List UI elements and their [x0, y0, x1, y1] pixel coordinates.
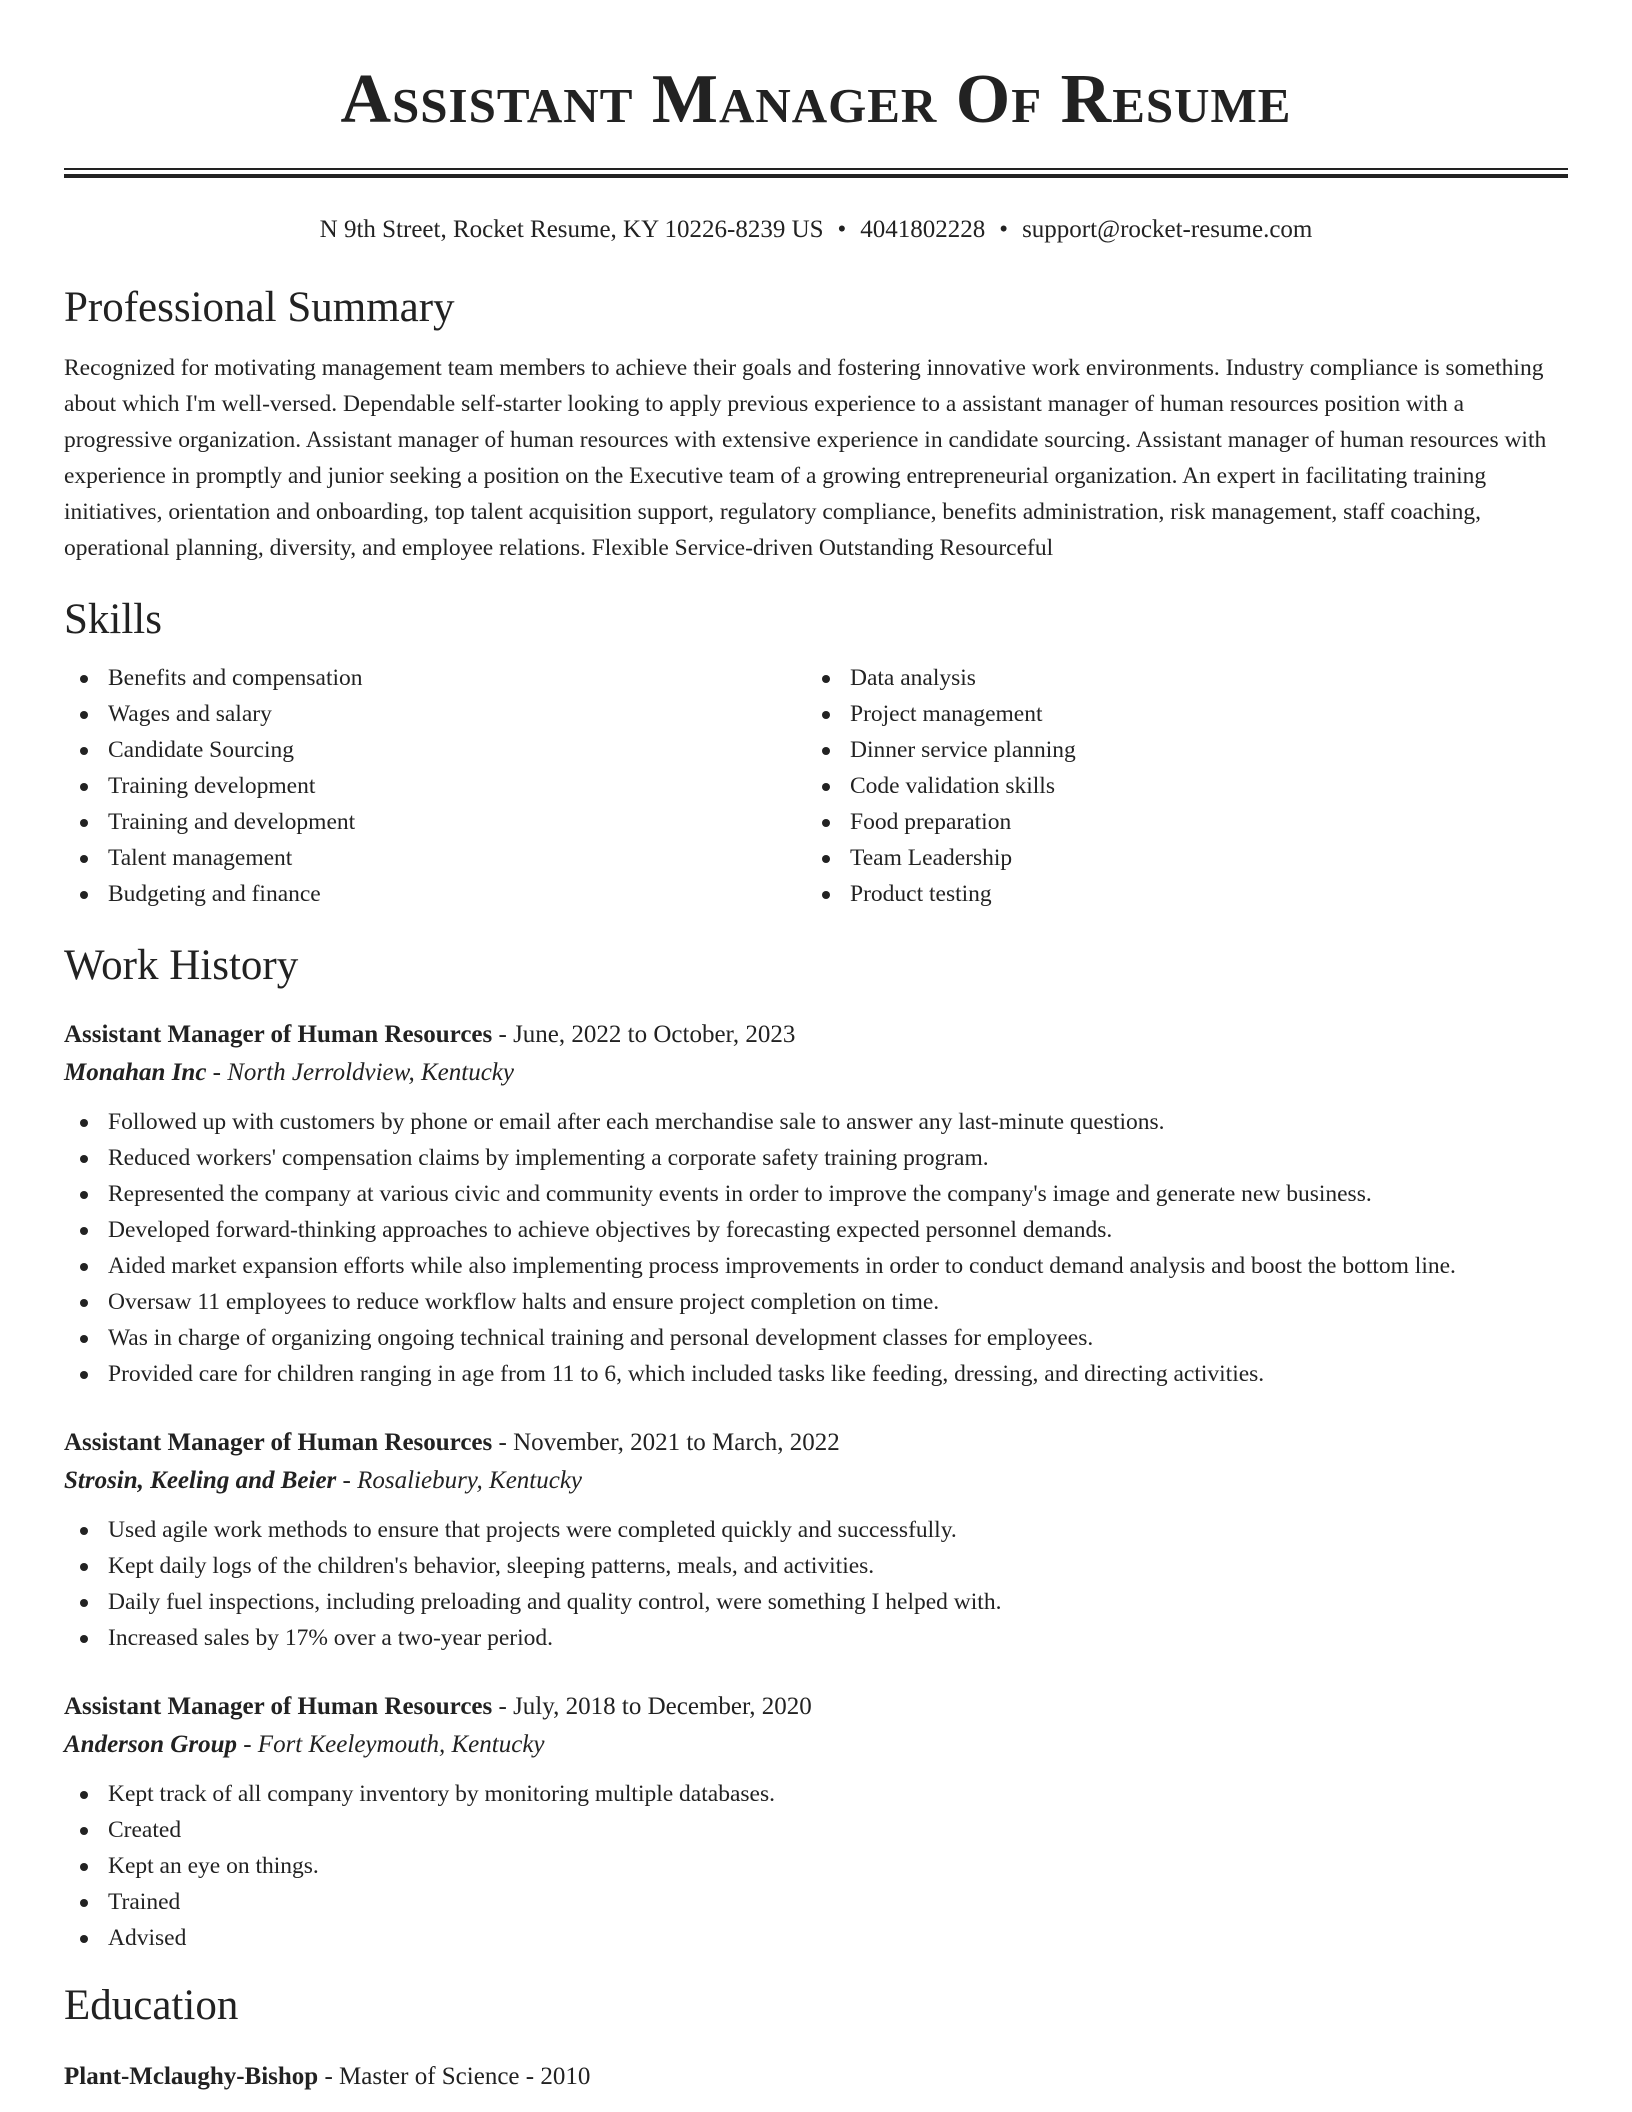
list-item-text: Training development	[108, 773, 316, 799]
work-history-list	[64, 1016, 1568, 1956]
title-divider	[64, 168, 1568, 178]
bullet-icon	[80, 1227, 88, 1235]
job-entry	[64, 1688, 1568, 1956]
list-item	[64, 1356, 1568, 1392]
list-item	[64, 876, 806, 912]
bullet-icon	[80, 891, 88, 899]
list-item-text: Aided market expansion efforts while also implementing process improvements in order to conduct demand analysis and boost the bottom line.	[108, 1253, 1456, 1279]
job-bullets	[64, 1512, 1568, 1656]
job-role: Assistant Manager of Human Resources	[64, 1693, 493, 1720]
education-school: Plant-Mclaughy-Bishop	[64, 2063, 319, 2090]
list-item	[64, 1212, 1568, 1248]
list-item	[64, 1284, 1568, 1320]
job-company-line	[64, 1054, 1568, 1092]
bullet-icon	[80, 819, 88, 827]
bullet-icon	[822, 711, 830, 719]
bullet-icon	[80, 1191, 88, 1199]
list-item-text: Was in charge of organizing ongoing technical training and personal development classes for employees.	[108, 1325, 1094, 1351]
list-item	[64, 1548, 1568, 1584]
list-item-text: Trained	[108, 1889, 181, 1915]
job-dates: - June, 2022 to October, 2023	[492, 1021, 796, 1048]
job-role: Assistant Manager of Human Resources	[64, 1429, 493, 1456]
list-item	[64, 696, 806, 732]
bullet-icon	[822, 891, 830, 899]
list-item-text: Represented the company at various civic and community events in order to improve the company's image and generate new business.	[108, 1181, 1372, 1207]
job-role: Assistant Manager of Human Resources	[64, 1021, 493, 1048]
list-item-text: Wages and salary	[108, 701, 272, 727]
list-item-text: Candidate Sourcing	[108, 737, 295, 763]
job-entry	[64, 1016, 1568, 1392]
job-company: Anderson Group	[64, 1731, 237, 1758]
list-item	[64, 1320, 1568, 1356]
list-item	[806, 696, 1548, 732]
list-item-text: Dinner service planning	[850, 737, 1076, 763]
bullet-icon	[80, 1263, 88, 1271]
list-item	[64, 1584, 1568, 1620]
contact-email: support@rocket-resume.com	[1022, 216, 1313, 243]
bullet-icon	[80, 1299, 88, 1307]
list-item	[64, 1176, 1568, 1212]
list-item-text: Provided care for children ranging in age from 11 to 6, which included tasks like feeding, dressing, and directing activities.	[108, 1361, 1265, 1387]
list-item-text: Kept daily logs of the children's behavior, sleeping patterns, meals, and activities.	[108, 1553, 875, 1579]
skills-right-list	[806, 660, 1548, 912]
job-title-line	[64, 1688, 1568, 1726]
bullet-icon	[80, 1635, 88, 1643]
skills-column-right	[806, 660, 1548, 912]
list-item-text: Kept an eye on things.	[108, 1853, 319, 1879]
list-item	[64, 1140, 1568, 1176]
skills-column-left	[64, 660, 806, 912]
job-entry	[64, 1424, 1568, 1656]
resume-title: Assistant Manager Of Resume	[340, 61, 1292, 138]
job-company: Monahan Inc	[64, 1059, 207, 1086]
list-item	[64, 1812, 1568, 1848]
bullet-icon	[80, 1791, 88, 1799]
bullet-icon	[822, 675, 830, 683]
list-item	[64, 804, 806, 840]
bullet-icon	[80, 747, 88, 755]
list-item-text: Increased sales by 17% over a two-year period.	[108, 1625, 554, 1651]
bullet-icon	[80, 1371, 88, 1379]
bullet-icon	[822, 855, 830, 863]
bullet-icon	[80, 1827, 88, 1835]
skills-left-list	[64, 660, 806, 912]
list-item	[64, 1848, 1568, 1884]
bullet-icon	[80, 675, 88, 683]
list-item	[64, 768, 806, 804]
list-item-text: Data analysis	[850, 665, 976, 691]
list-item	[64, 1884, 1568, 1920]
list-item-text: Used agile work methods to ensure that projects were completed quickly and successfully.	[108, 1517, 957, 1543]
summary-heading: Professional Summary	[64, 284, 455, 331]
bullet-icon	[80, 1563, 88, 1571]
contact-line	[64, 214, 1568, 246]
education-entry	[64, 2058, 1568, 2096]
bullet-icon	[80, 1599, 88, 1607]
list-item-text: Benefits and compensation	[108, 665, 363, 691]
education-heading: Education	[64, 1982, 239, 2029]
list-item-text: Talent management	[108, 845, 293, 871]
list-item-text: Developed forward-thinking approaches to achieve objectives by forecasting expected personnel demands.	[108, 1217, 1113, 1243]
list-item	[64, 840, 806, 876]
list-item-text: Followed up with customers by phone or email after each merchandise sale to answer any last-minute questions.	[108, 1109, 1165, 1135]
contact-separator: •	[999, 216, 1009, 243]
list-item-text: Code validation skills	[850, 773, 1055, 799]
job-location: - Fort Keeleymouth, Kentucky	[236, 1731, 545, 1758]
skills-heading: Skills	[64, 596, 162, 643]
list-item-text: Advised	[108, 1925, 187, 1951]
list-item	[806, 732, 1548, 768]
contact-phone: 4041802228	[860, 216, 986, 243]
skills-list	[64, 660, 1568, 912]
summary-text: Recognized for motivating management team members to achieve their goals and fostering innovative work environments. Industry compliance is something about which I'm well-versed. Dependable self-starter looking to apply previous experience to a assistant manager of human resources position with a progressive organization. Assistant manager of human resources with extensive experience in candidate sourcing. Assistant manager of human resources with experience in promptly and junior seeking a position on the Executive team of a growing entrepreneurial organization. An expert in facilitating training initiatives, orientation and onboarding, top talent acquisition support, regulatory compliance, benefits administration, risk management, staff coaching, operational planning, diversity, and employee relations. Flexible Service-driven Outstanding Resourceful	[64, 355, 1547, 561]
list-item-text: Training and development	[108, 809, 356, 835]
list-item	[64, 1248, 1568, 1284]
list-item-text: Team Leadership	[850, 845, 1013, 871]
bullet-icon	[822, 783, 830, 791]
list-item-text: Created	[108, 1817, 182, 1843]
list-item	[806, 876, 1548, 912]
bullet-icon	[80, 1863, 88, 1871]
job-title-line	[64, 1424, 1568, 1462]
education-list	[64, 2058, 1568, 2096]
job-company-line	[64, 1462, 1568, 1500]
list-item-text: Oversaw 11 employees to reduce workflow halts and ensure project completion on time.	[108, 1289, 940, 1315]
list-item-text: Daily fuel inspections, including preloading and quality control, were something I helped with.	[108, 1589, 1002, 1615]
list-item-text: Budgeting and finance	[108, 881, 321, 907]
list-item	[64, 660, 806, 696]
bullet-icon	[80, 1335, 88, 1343]
bullet-icon	[80, 1935, 88, 1943]
job-title-line	[64, 1016, 1568, 1054]
list-item	[806, 840, 1548, 876]
list-item-text: Product testing	[850, 881, 992, 907]
work-history-heading: Work History	[64, 942, 299, 989]
job-bullets	[64, 1776, 1568, 1956]
bullet-icon	[80, 783, 88, 791]
list-item	[64, 1776, 1568, 1812]
bullet-icon	[80, 711, 88, 719]
job-location: - North Jerroldview, Kentucky	[206, 1059, 514, 1086]
list-item-text: Kept track of all company inventory by monitoring multiple databases.	[108, 1781, 775, 1807]
list-item-text: Project management	[850, 701, 1043, 727]
list-item	[64, 1620, 1568, 1656]
contact-address: N 9th Street, Rocket Resume, KY 10226-8239 US	[319, 216, 824, 243]
bullet-icon	[822, 747, 830, 755]
list-item	[806, 768, 1548, 804]
list-item-text: Food preparation	[850, 809, 1012, 835]
bullet-icon	[80, 1155, 88, 1163]
bullet-icon	[80, 1899, 88, 1907]
list-item	[806, 660, 1548, 696]
contact-separator: •	[837, 216, 847, 243]
list-item	[64, 1920, 1568, 1956]
job-dates: - November, 2021 to March, 2022	[492, 1429, 840, 1456]
job-dates: - July, 2018 to December, 2020	[492, 1693, 812, 1720]
list-item-text: Reduced workers' compensation claims by implementing a corporate safety training program.	[108, 1145, 989, 1171]
list-item	[64, 732, 806, 768]
list-item	[64, 1512, 1568, 1548]
bullet-icon	[80, 1119, 88, 1127]
bullet-icon	[80, 855, 88, 863]
education-degree: - Master of Science - 2010	[318, 2063, 591, 2090]
list-item	[64, 1104, 1568, 1140]
list-item	[806, 804, 1548, 840]
job-location: - Rosaliebury, Kentucky	[336, 1467, 583, 1494]
bullet-icon	[822, 819, 830, 827]
job-company-line	[64, 1726, 1568, 1764]
bullet-icon	[80, 1527, 88, 1535]
job-bullets	[64, 1104, 1568, 1392]
job-company: Strosin, Keeling and Beier	[64, 1467, 337, 1494]
